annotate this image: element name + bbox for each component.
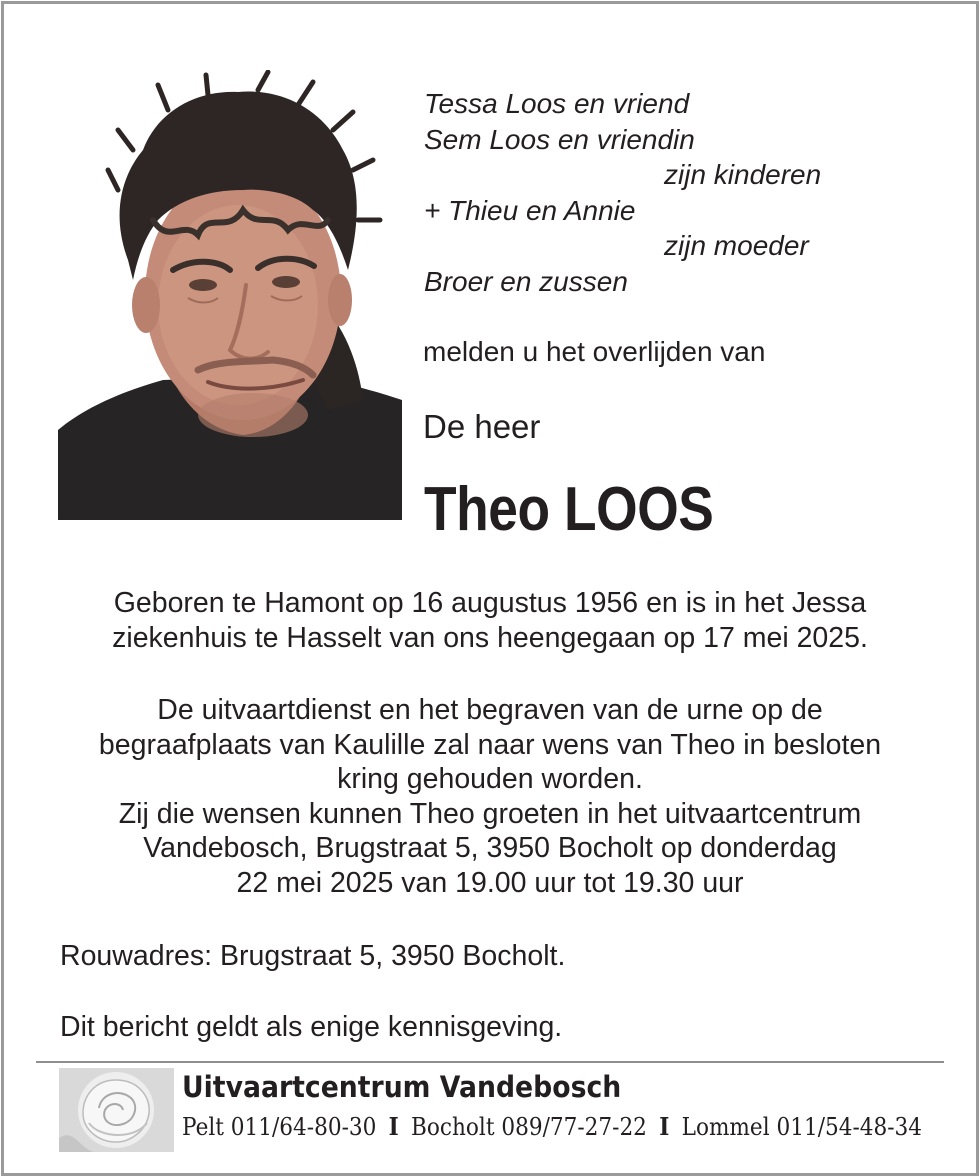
service-line: Zij die wensen kunnen Theo groeten in het uitvaartcentrum [118, 797, 862, 830]
honorific: De heer [423, 408, 541, 445]
family-line: Sem Loos en vriendin [424, 123, 695, 155]
family-line: Tessa Loos en vriend [424, 88, 690, 119]
service-paragraph [40, 693, 940, 900]
service-line: 22 mei 2025 van 19.00 uur tot 19.30 uur [236, 866, 744, 899]
deceased-name: Theo LOOS [424, 475, 714, 544]
intro-text: melden u het overlijden van [423, 336, 766, 367]
service-line: De uitvaartdienst en het begraven van de urne op de [157, 694, 823, 726]
service-line: kring gehouden worden. [337, 763, 643, 795]
mourning-address: Rouwadres: Brugstraat 5, 3950 Bocholt. [60, 940, 566, 972]
contact-separator: I [659, 1112, 670, 1141]
funeral-home-name: Uitvaartcentrum Vandebosch [182, 1070, 622, 1104]
divider [36, 1061, 944, 1063]
funeral-home-contacts [182, 1112, 922, 1141]
contact-lommel: Lommel 011/54-48-34 [681, 1113, 923, 1141]
family-line: zijn kinderen [664, 159, 822, 190]
portrait-photo [58, 70, 402, 520]
service-line: Vandebosch, Brugstraat 5, 3950 Bocholt op donderdag [143, 832, 837, 864]
contact-separator: I [388, 1112, 399, 1141]
birth-line: Geboren te Hamont op 16 augustus 1956 en is in het Jessa [113, 587, 867, 619]
birth-line: ziekenhuis te Hasselt van ons heengegaan op 17 mei 2025. [112, 621, 868, 654]
rose-logo [59, 1068, 174, 1152]
birth-paragraph [40, 586, 940, 655]
contact-bocholt: Bocholt 089/77-27-22 [411, 1113, 647, 1141]
family-line: + Thieu en Annie [424, 194, 636, 226]
service-line: begraafplaats van Kaulille zal naar wens van Theo in besloten [98, 728, 882, 761]
contact-pelt: Pelt 011/64-80-30 [182, 1113, 377, 1141]
family-line: Broer en zussen [424, 265, 628, 297]
notice-text: Dit bericht geldt als enige kennisgeving. [60, 1011, 563, 1043]
family-line: zijn moeder [664, 230, 809, 261]
family-list [424, 86, 924, 299]
